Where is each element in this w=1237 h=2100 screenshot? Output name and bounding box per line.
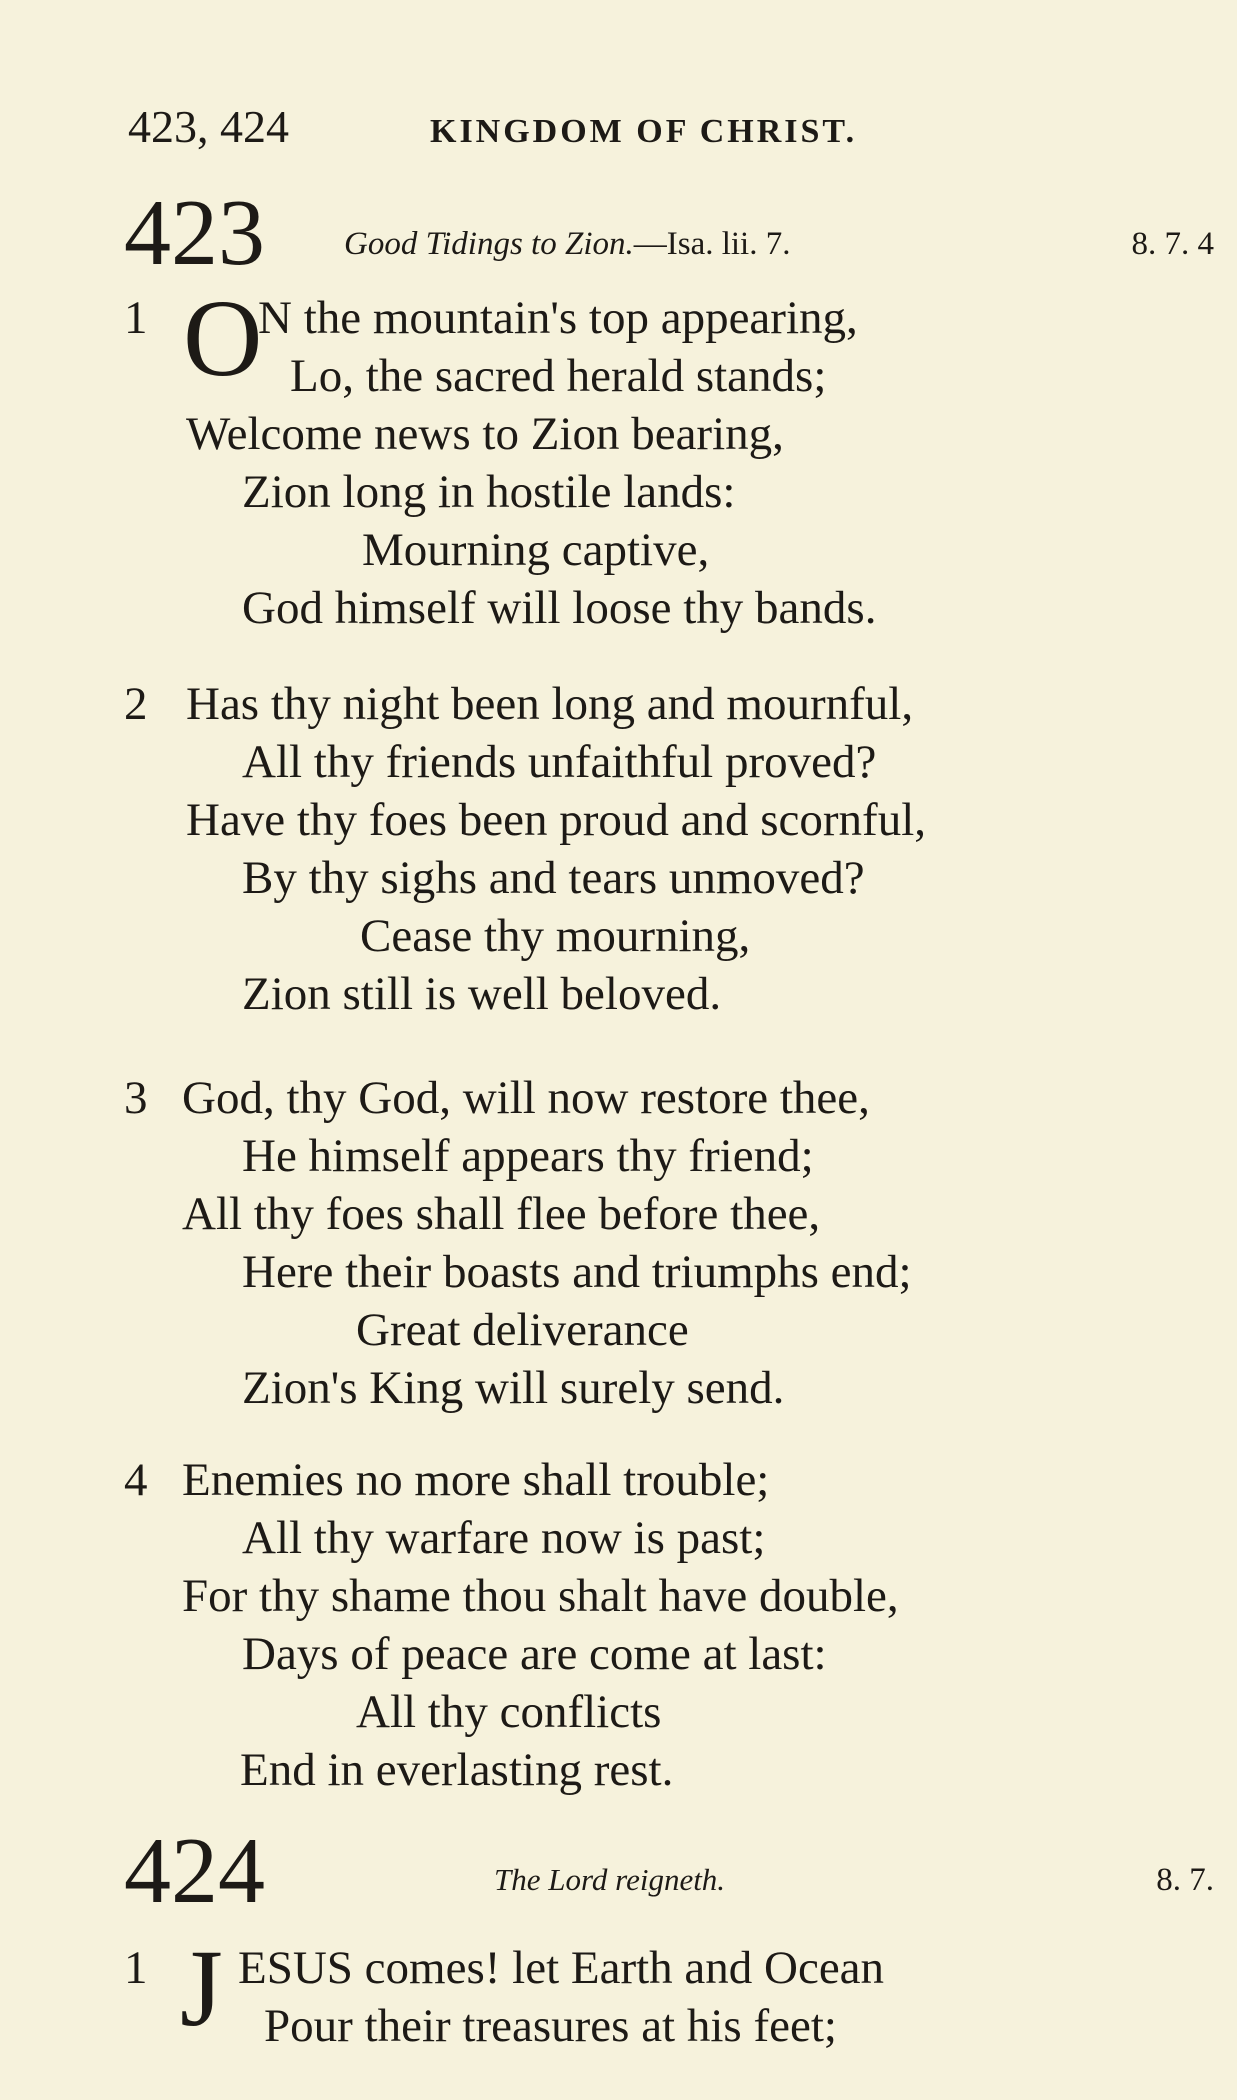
drop-cap: J (180, 1927, 223, 2049)
verse-line: ESUS comes! let Earth and Ocean (238, 1942, 885, 1994)
verse-line: N the mountain's top appearing, (258, 292, 858, 344)
hymn-meter: 8. 7. (1156, 1862, 1214, 1898)
verse-line: Lo, the sacred herald stands; (290, 350, 827, 402)
running-head (128, 100, 857, 153)
verse-number: 2 (124, 678, 148, 730)
verse-line: Cease thy mourning, (360, 910, 751, 962)
verse-line: All thy friends unfaithful proved? (242, 736, 877, 788)
verse-line: For thy shame thou shalt have double, (182, 1570, 899, 1622)
verse-line: Has thy night been long and mournful, (186, 678, 914, 730)
verse-number: 1 (124, 1942, 148, 1994)
verse-line: Here their boasts and triumphs end; (242, 1246, 912, 1298)
verse-line: He himself appears thy friend; (242, 1130, 814, 1182)
verse-line: Have thy foes been proud and scornful, (186, 794, 927, 846)
verse-line: God, thy God, will now restore thee, (182, 1072, 870, 1124)
page-section-title: KINGDOM OF CHRIST. (430, 113, 858, 150)
hymn-number: 423 (124, 181, 265, 285)
verse-line: Welcome news to Zion bearing, (186, 408, 784, 460)
verse-number: 4 (124, 1454, 148, 1506)
hymn-meter: 8. 7. 4 (1131, 226, 1214, 262)
verse-line: All thy warfare now is past; (242, 1512, 766, 1564)
verse-line: Enemies no more shall trouble; (182, 1454, 770, 1506)
verse-number: 3 (124, 1072, 148, 1124)
hymn-423-header (124, 181, 1214, 285)
hymn-title (344, 224, 790, 264)
hymn-424-header (124, 1819, 1214, 1923)
verse-line: Pour their treasures at his feet; (264, 2000, 837, 2052)
hymn-title-text: Good Tidings to Zion. (344, 226, 634, 262)
page-hymn-range: 423, 424 (128, 101, 289, 152)
verse-line: Mourning captive, (362, 524, 710, 576)
verse-number: 1 (124, 292, 148, 344)
hymn-title: The Lord reigneth. (494, 1862, 726, 1897)
hymn-number: 424 (124, 1819, 265, 1923)
verse-line: Days of peace are come at last: (242, 1628, 827, 1680)
verse-line: Great deliverance (356, 1304, 689, 1356)
verse-line: All thy foes shall flee before thee, (182, 1188, 821, 1240)
verse-line: By thy sighs and tears unmoved? (242, 852, 865, 904)
verse-line: Zion still is well beloved. (242, 968, 722, 1020)
verse-line: God himself will loose thy bands. (242, 582, 877, 634)
verse-line: Zion long in hostile lands: (242, 466, 736, 518)
drop-cap: O (183, 277, 263, 399)
scripture-reference: —Isa. lii. 7. (633, 226, 791, 262)
verse-line: All thy conflicts (356, 1686, 662, 1738)
verse-line: End in everlasting rest. (240, 1744, 674, 1796)
verse-line: Zion's King will surely send. (242, 1362, 785, 1414)
